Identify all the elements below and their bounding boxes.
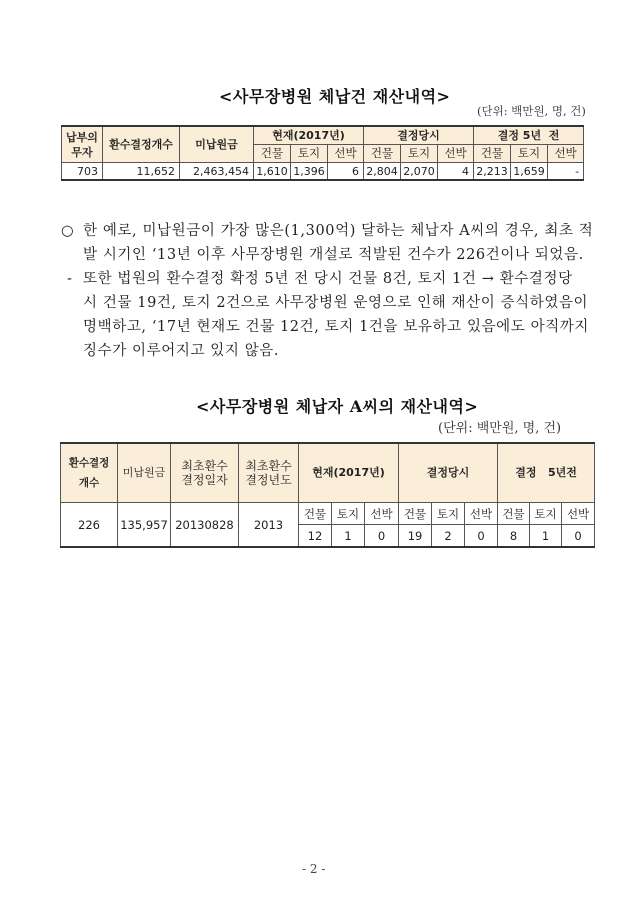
- cell-current-building: 12: [299, 525, 332, 548]
- sub-building: 건물: [399, 503, 432, 525]
- header-line: 개수: [78, 477, 100, 489]
- header-taxpayers-line2: 무자: [71, 145, 93, 159]
- sub-ship: 선박: [365, 503, 399, 525]
- header-line: 최초환수: [245, 459, 292, 473]
- cell-decisions: 226: [61, 503, 118, 548]
- header-first-date: [171, 443, 239, 503]
- table1-unit: (단위: 백만원, 명, 건): [477, 104, 586, 118]
- header-current: 현재(2017년): [254, 126, 364, 145]
- header-decisions: 환수결정개수: [103, 126, 180, 163]
- cell-first-year: 2013: [239, 503, 299, 548]
- table1-delinquent-assets: [61, 125, 584, 181]
- cell-decision-ship: 0: [465, 525, 498, 548]
- line-text: 명백하고, ‘17년 현재도 건물 12건, 토지 1건을 보유하고 있음에도 아직까지: [83, 319, 590, 335]
- dash-bullet-icon: -: [67, 271, 73, 287]
- header-at-decision: 결정당시: [364, 126, 474, 145]
- sub-ship: 선박: [465, 503, 498, 525]
- sub-ship: 선박: [328, 145, 364, 163]
- table2-delinquent-a-assets: [60, 442, 595, 548]
- table2-unit: (단위: 백만원, 명, 건): [438, 421, 562, 436]
- cell-first-date: 20130828: [171, 503, 239, 548]
- cell-decision-building: 19: [399, 525, 432, 548]
- sub-building: 건물: [364, 145, 401, 163]
- body-paragraph: [61, 219, 593, 363]
- table1-title: <사무장병원 체납건 재산내역>: [219, 87, 451, 106]
- paragraph-line: [61, 267, 593, 291]
- line-text: 한 예로, 미납원금이 가장 많은(1,300억) 달하는 체납자 A씨의 경우, 최초 적: [83, 223, 594, 239]
- cell-current-land: 1: [332, 525, 365, 548]
- paragraph-line: [61, 291, 593, 315]
- sub-land: 토지: [291, 145, 328, 163]
- cell-unpaid: 135,957: [118, 503, 171, 548]
- sub-land: 토지: [401, 145, 438, 163]
- line-text: 시 건물 19건, 토지 2건으로 사무장병원 운영으로 인해 재산이 증식하였음이: [83, 295, 589, 311]
- table2-title: <사무장병원 체납자 A씨의 재산내역>: [196, 397, 479, 416]
- sub-ship: 선박: [548, 145, 584, 163]
- header-line: 최초환수: [181, 459, 228, 473]
- sub-land: 토지: [332, 503, 365, 525]
- line-text: 징수가 이루어지고 있지 않음.: [83, 343, 280, 359]
- line-text: 또한 법원의 환수결정 확정 5년 전 당시 건물 8건, 토지 1건 → 환수결정당: [83, 271, 573, 287]
- header-unpaid: 미납원금: [118, 443, 171, 503]
- cell-5yr-building: 8: [498, 525, 530, 548]
- header-at-decision: 결정당시: [399, 443, 498, 503]
- paragraph-line: [61, 219, 593, 243]
- cell-current-building: 1,610: [254, 163, 291, 181]
- paragraph-line: [61, 243, 593, 267]
- sub-building: 건물: [474, 145, 511, 163]
- cell-current-ship: 0: [365, 525, 399, 548]
- line-text: 발 시기인 ‘13년 이후 사무장병원 개설로 적발된 건수가 226건이나 되었음.: [83, 247, 584, 263]
- cell-decisions: 11,652: [103, 163, 180, 181]
- cell-5yr-ship: -: [548, 163, 584, 181]
- sub-land: 토지: [530, 503, 562, 525]
- sub-building: 건물: [254, 145, 291, 163]
- header-current: 현재(2017년): [299, 443, 399, 503]
- paragraph-line: [61, 339, 593, 363]
- cell-current-land: 1,396: [291, 163, 328, 181]
- header-line: 결정일자: [181, 473, 228, 487]
- table-row: [62, 163, 584, 181]
- sub-ship: 선박: [438, 145, 474, 163]
- sub-building: 건물: [299, 503, 332, 525]
- sub-ship: 선박: [562, 503, 595, 525]
- sub-building: 건물: [498, 503, 530, 525]
- header-5yr-before: 결정 5년전: [498, 443, 595, 503]
- cell-5yr-land: 1: [530, 525, 562, 548]
- sub-land: 토지: [511, 145, 548, 163]
- cell-decision-building: 2,804: [364, 163, 401, 181]
- cell-5yr-building: 2,213: [474, 163, 511, 181]
- header-unpaid: 미납원금: [180, 126, 254, 163]
- cell-taxpayers: 703: [62, 163, 103, 181]
- header-5yr-before: 결정 5년 전: [474, 126, 584, 145]
- cell-current-ship: 6: [328, 163, 364, 181]
- header-line: 환수결정: [68, 457, 110, 469]
- cell-5yr-ship: 0: [562, 525, 595, 548]
- header-first-year: [239, 443, 299, 503]
- header-taxpayers-line1: 납부의: [66, 130, 98, 144]
- cell-decision-land: 2,070: [401, 163, 438, 181]
- cell-decision-land: 2: [432, 525, 465, 548]
- cell-unpaid: 2,463,454: [180, 163, 254, 181]
- page-number: - 2 -: [302, 862, 326, 876]
- cell-5yr-land: 1,659: [511, 163, 548, 181]
- header-taxpayers: [62, 126, 103, 163]
- paragraph-line: [61, 315, 593, 339]
- sub-land: 토지: [432, 503, 465, 525]
- cell-decision-ship: 4: [438, 163, 474, 181]
- header-line: 결정년도: [245, 473, 292, 487]
- header-decisions: [61, 443, 118, 503]
- circle-bullet-icon: ○: [61, 223, 75, 239]
